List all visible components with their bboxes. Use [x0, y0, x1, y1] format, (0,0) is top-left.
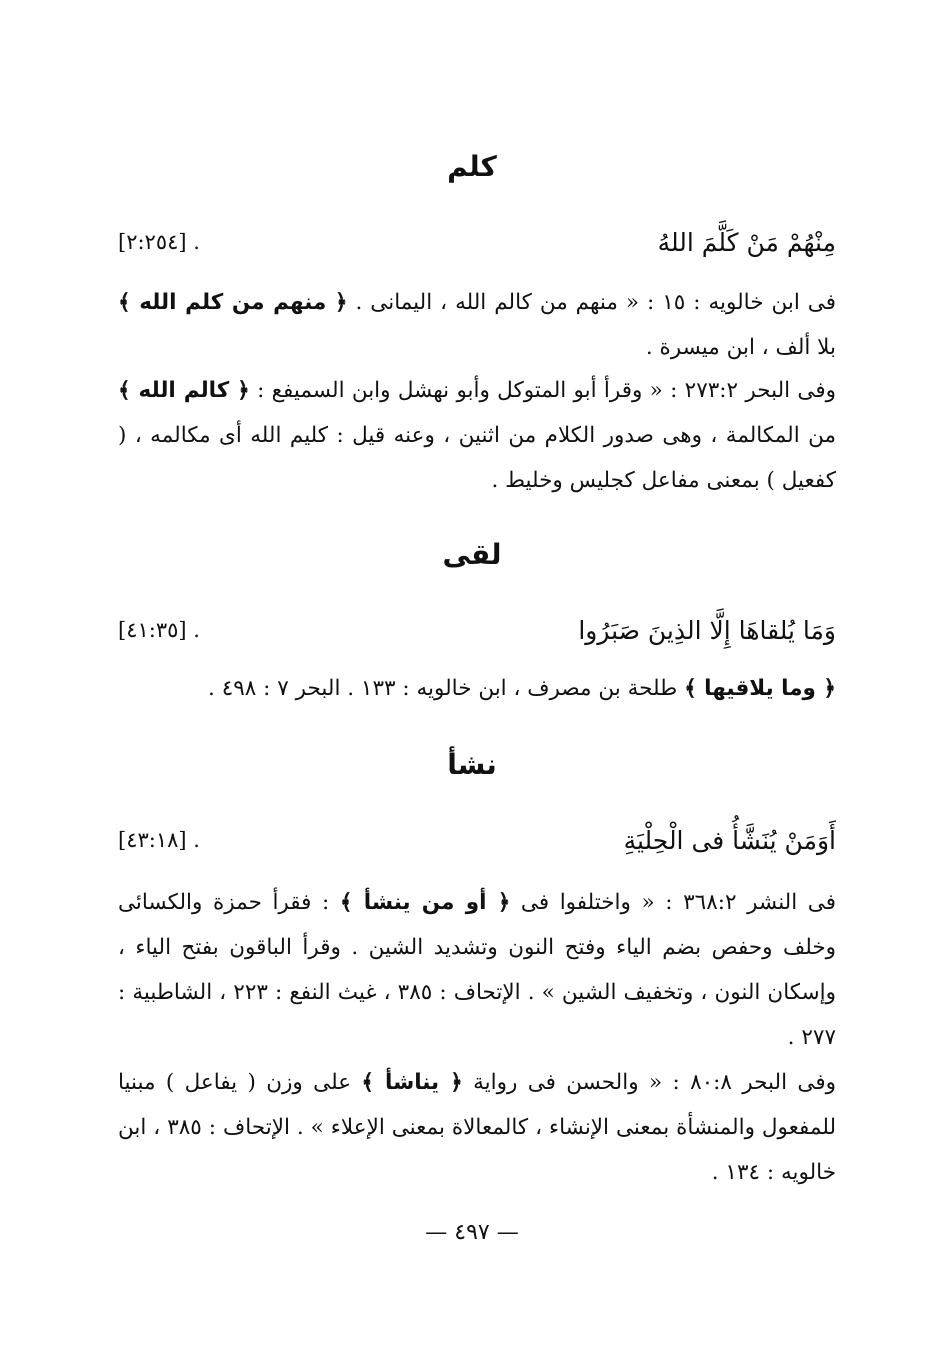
commentary-paragraph: [118, 1060, 836, 1195]
commentary-paragraph: [118, 880, 836, 1060]
verse-reference: [٢:٢٥٤] .: [118, 230, 200, 254]
commentary-paragraph: [118, 280, 836, 370]
quran-verse: أَوَمَنْ يُنَشَّأُ فى الْحِلْيَةِ: [623, 826, 836, 855]
quoted-reading: ﴿ كالم الله ﴾: [118, 378, 250, 403]
commentary-paragraph: [118, 666, 836, 711]
verse-line-1: [118, 228, 836, 268]
paragraph-text: : فقرأ حمزة والكسائى وخلف وحفص بضم الياء وفتح النون وتشديد الشين . وقرأ الباقون بفتح الياء ، وإسكان النون ، وتخفيف الشين » . الإتحاف : ٣٨٥ ، غيث النفع : ٢٢٣ ، الشاطبية : ٢٧٧ .: [118, 890, 837, 1050]
paragraph-text: وفى البحر ٢٧٣:٢ : « وقرأ أبو المتوكل وأبو نهشل وابن السميفع :: [249, 378, 836, 403]
quran-verse: وَمَا يُلقاهَا إِلَّا الذِينَ صَبَرُوا: [578, 616, 836, 645]
quoted-reading: ﴿ يناشأ ﴾: [361, 1070, 463, 1095]
paragraph-text: طلحة بن مصرف ، ابن خالويه : ١٣٣ . البحر ٧ : ٤٩٨ .: [208, 676, 685, 701]
verse-line-3: [118, 826, 836, 866]
page-number: — ٤٩٧ —: [425, 1220, 519, 1245]
quoted-reading: ﴿ منهم من كلم الله ﴾: [118, 290, 348, 315]
commentary-paragraph: [118, 368, 836, 503]
paragraph-text: على وزن ( يفاعل ) مبنيا للمفعول والمنشأة بمعنى الإنشاء ، كالمعالاة بمعنى الإعلاء » . الإتحاف : ٣٨٥ ، ابن خالويه : ١٣٤ .: [118, 1070, 836, 1185]
quran-verse: مِنْهُمْ مَنْ كَلَّمَ اللهُ: [657, 228, 836, 257]
paragraph-text: فى ابن خالويه : ١٥ : « منهم من كالم الله ، اليمانى .: [347, 290, 836, 315]
paragraph-text: بلا ألف ، ابن ميسرة .: [645, 335, 836, 360]
verse-line-2: [118, 616, 836, 656]
paragraph-text: من المكالمة ، وهى صدور الكلام من اثنين ، وعنه قيل : كليم الله أى مكالمه ، ( كفعيل ) بمعنى مفاعل كجليس وخليط .: [118, 423, 836, 493]
section-heading-kalm: كلم: [447, 150, 497, 183]
verse-reference: [٤٣:١٨] .: [118, 828, 200, 852]
section-heading-nasha: نشأ: [447, 748, 497, 781]
quoted-reading: ﴿ وما يلاقيها ﴾: [684, 676, 836, 701]
paragraph-text: فى النشر ٣٦٨:٢ : « واختلفوا فى: [510, 890, 836, 915]
quoted-reading: ﴿ أو من ينشأ ﴾: [339, 890, 511, 915]
paragraph-text: وفى البحر ٨٠:٨ : « والحسن فى رواية: [462, 1070, 836, 1095]
verse-reference: [٤١:٣٥] .: [118, 618, 200, 642]
section-heading-laqa: لقى: [442, 538, 502, 571]
